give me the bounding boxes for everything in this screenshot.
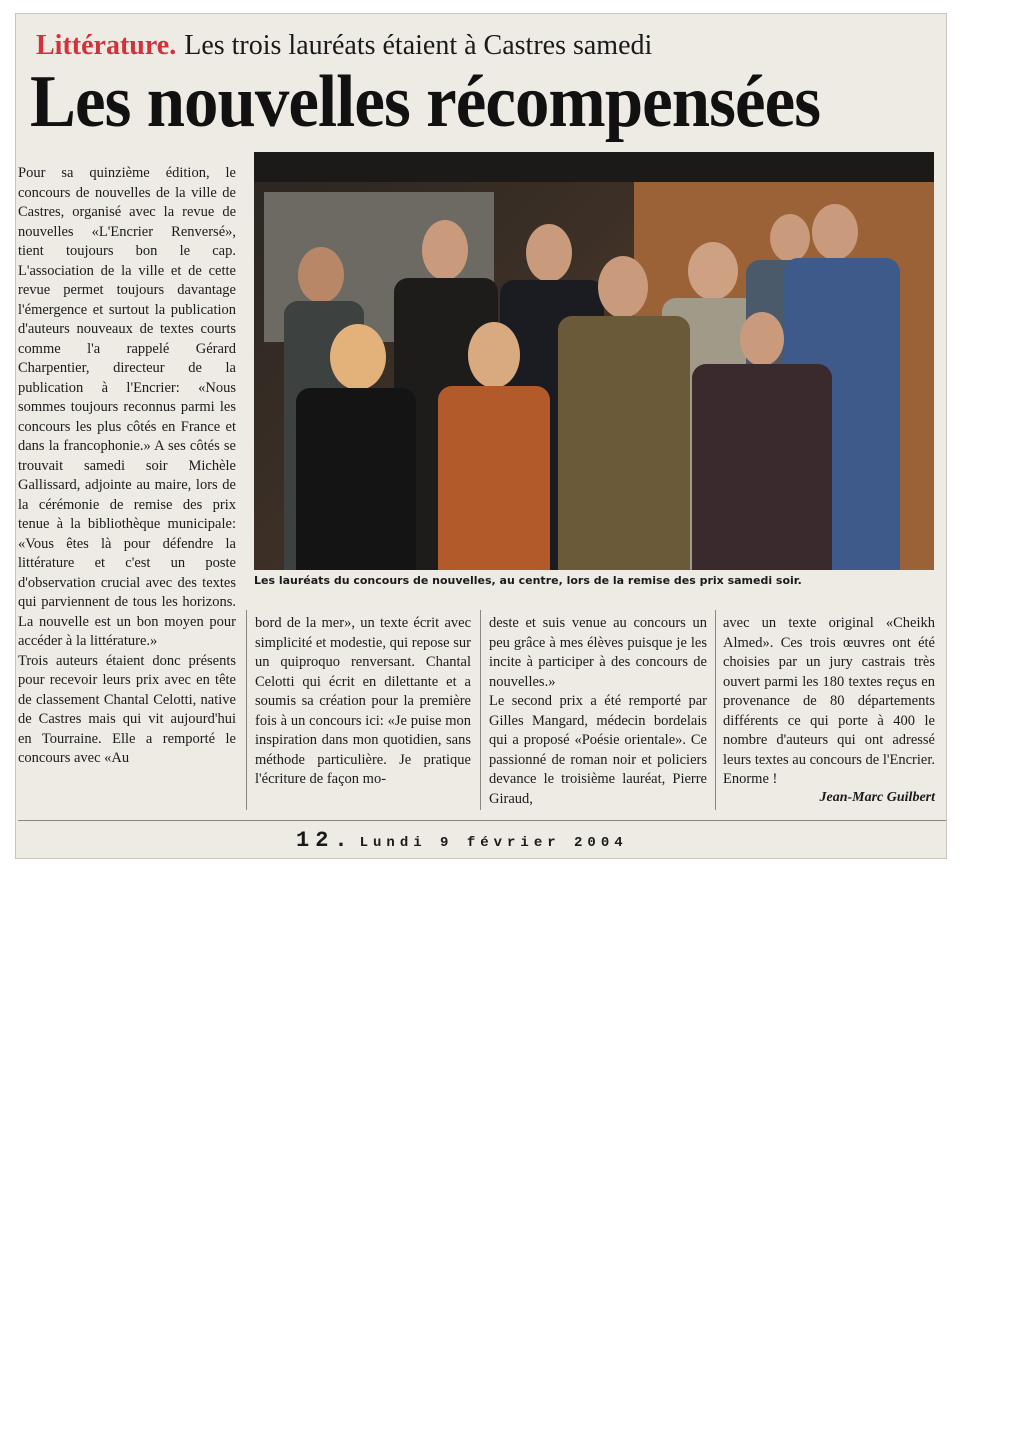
page-number: 12. [296, 828, 354, 853]
paragraph: avec un texte original «Cheikh Almed». Ces trois œuvres ont été choisies par un jury castrais très ouvert parmi les 180 textes reçus en provenance de 80 départements différents ce qui porte à 400 le nombre d'auteurs qui ont adressé leurs textes au concours de l'Encrier. Enorme ! [723, 615, 935, 787]
article-headline: Les nouvelles récompensées [30, 61, 821, 143]
article-kicker [36, 30, 916, 62]
article-column-4 [723, 614, 935, 790]
article-column-3 [489, 614, 707, 809]
paragraph: Trois auteurs étaient donc présents pour recevoir leurs prix avec en tête de classement Chantal Celotti, native de Castres mais qui vit aujourd'hui en Tourraine. Elle a remporté le concours avec «Au [18, 652, 236, 766]
article-column-2 [255, 614, 471, 790]
paragraph: Pour sa quinzième édition, le concours de nouvelles de la ville de Castres, organisé avec la revue de nouvelles «L'Encrier Renversé», tient toujours bon le cap. L'association de la ville et de cette revue permet toujours davantage l'émergence et surtout la publication d'auteurs nouveaux de textes courts comme l'a rappelé Gérard Charpentier, directeur de la publication à l'Encrier: «Nous sommes toujours reconnus parmi les concours les plus côtés en France et dans la francophonie.» A ses côtés se trouvait samedi soir Michèle Gallissard, adjointe au maire, lors de la cérémonie de remise des prix tenue à la bibliothèque municipale: «Vous êtes là pour défendre la littérature et c'est un poste d'observation crucial avec des textes qui parviennent de tous les horizons. La nouvelle est un bon moyen pour accéder à la littérature.» [18, 165, 236, 649]
photo-caption: Les lauréats du concours de nouvelles, au centre, lors de la remise des prix samedi soir. [254, 574, 802, 587]
section-rubric: Littérature. [36, 30, 177, 61]
paragraph: Le second prix a été remporté par Gilles Mangard, médecin bordelais qui a proposé «Poésie orientale». Ce passionné de roman noir et policiers devance le troisième lauréat, Pierre Giraud, [489, 693, 707, 807]
column-rule [246, 610, 247, 810]
kicker-text: Les trois lauréats étaient à Castres samedi [184, 30, 653, 61]
photo-ceiling [254, 152, 934, 182]
column-rule [715, 610, 716, 810]
publication-date: Lundi 9 février 2004 [359, 835, 628, 851]
page-footer [296, 828, 628, 853]
article-column-1 [18, 164, 236, 769]
paragraph: bord de la mer», un texte écrit avec simplicité et modestie, qui repose sur un quiproquo renversant. Chantal Celotti qui écrit en dilettante et a soumis sa création pour la première fois à un concours ici: «Je puise mon inspiration dans mon quotidien, sans méthode particulière. Je pratique l'écriture de façon mo- [255, 615, 471, 787]
paragraph: deste et suis venue au concours un peu grâce à mes élèves puisque je les incite à participer à des concours de nouvelles.» [489, 615, 707, 690]
column-rule [480, 610, 481, 810]
footer-rule [18, 820, 946, 821]
byline: Jean-Marc Guilbert [819, 790, 935, 805]
laureates-photo [254, 152, 934, 570]
